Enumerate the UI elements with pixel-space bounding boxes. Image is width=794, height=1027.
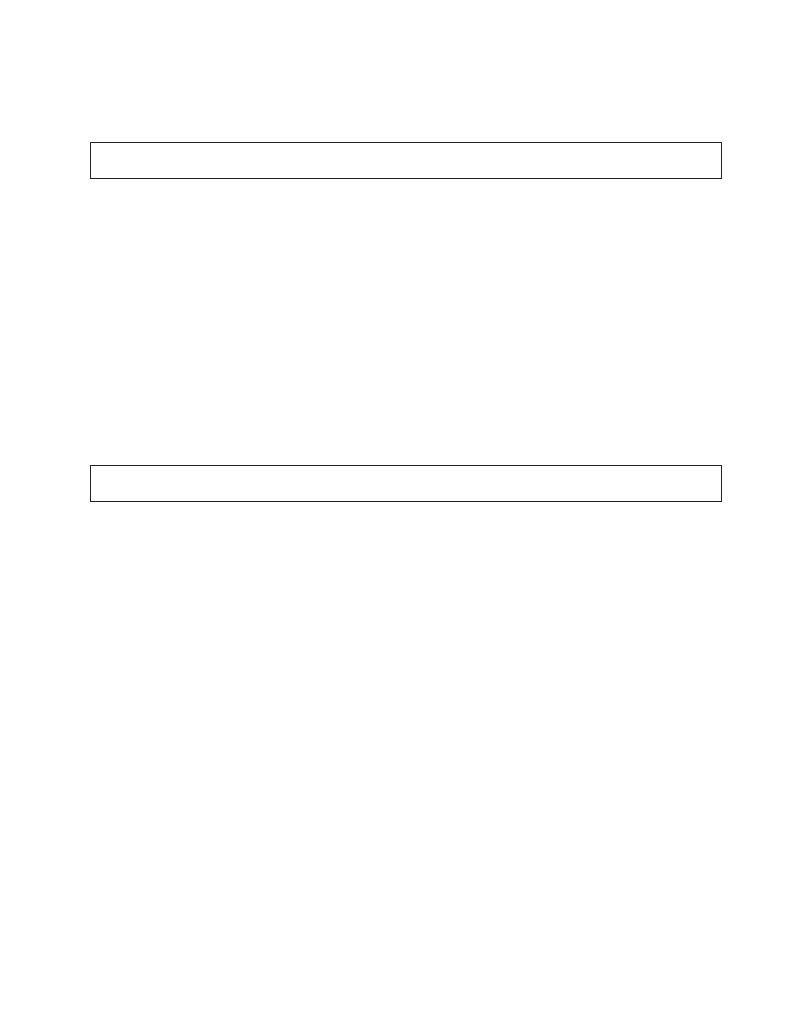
section-index-tabs: [714, 0, 794, 1027]
section-s-heading: [90, 465, 722, 502]
section-m-heading: [90, 142, 722, 179]
